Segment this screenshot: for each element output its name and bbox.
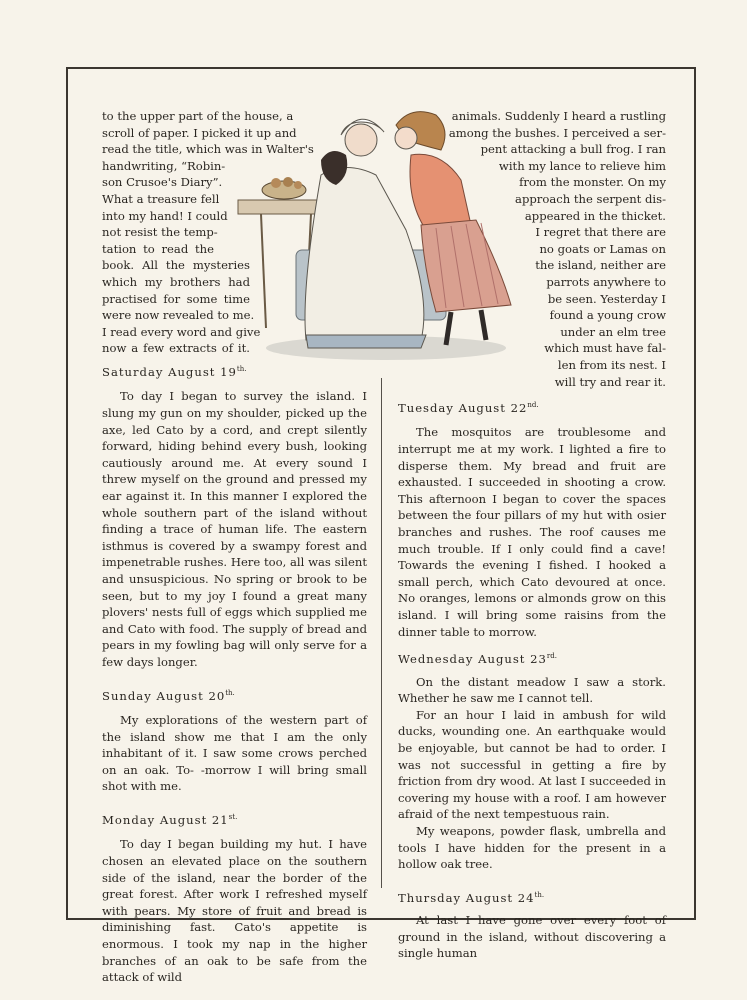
intro-line: to the upper part of the house, a: [102, 109, 294, 123]
intro-line: with my lance to relieve him: [498, 158, 666, 173]
intro-line: practised for some time: [102, 291, 250, 306]
intro-line: pent attacking a bull frog. I ran: [480, 142, 666, 157]
intro-line: which must have fal-: [544, 341, 666, 356]
entry-body-wednesday-1: On the distant meadow I saw a stork. Whether he saw me I cannot tell.: [398, 674, 666, 706]
intro-line: the island, neither are: [535, 258, 666, 273]
intro-line: into my hand! I could: [102, 208, 228, 223]
intro-line: animals. Suddenly I heard a rustling: [451, 109, 666, 123]
entry-body-sunday: My explorations of the western part of the island show me that I am the only inhabitant of it. I saw some crows perched on an oak. To- -morrow I will bring small shot with me.: [102, 713, 367, 794]
entry-body-tuesday: The mosquitos are troublesome and interrupt me at my work. I lighted a fire to disperse them. My bread and fruit are exhausted. I succeeded in shooting a crow. This afternoon I began to cover the spaces between the four pillars of my hut with osier branches and rushes. The roof causes me much trouble. If I only could find a cave! Towards the evening I fished. I hooked a small perch, which Cato devoured at once. No oranges, lemons or almonds grow on this island. I will bring some raisins from the dinner table to morrow.: [398, 425, 666, 639]
intro-line: I regret that there are: [535, 225, 666, 240]
entry-heading-monday: Monday August $21^{st.}$: [102, 812, 238, 827]
entry-body-wednesday-2: For an hour I laid in ambush for wild ducks, wounding one. An earthquake would be enjoyable, but cannot be had to order. I was not successful in getting a fire by friction from dry wood. At last I succeeded in covering my house with a roof. I am however afraid of the next tempestuous rain.: [398, 707, 666, 822]
column-divider: [381, 378, 382, 888]
intro-line: not resist the temp-: [102, 225, 218, 240]
entry-heading-sunday: Sunday August $20^{th.}$: [102, 688, 235, 703]
intro-line: book. All the mysteries: [102, 258, 250, 273]
intro-line: tation to read the: [102, 241, 214, 256]
left-column: [102, 361, 367, 986]
intro-line: now a few extracts of it.: [102, 341, 250, 356]
entry-heading-saturday: Saturday August $19^{th.}$: [102, 364, 247, 379]
intro-line: What a treasure fell: [102, 191, 220, 206]
intro-line: among the bushes. I perceived a ser-: [448, 125, 666, 140]
intro-left-column: [102, 108, 314, 357]
entry-heading-tuesday: Tuesday August $22^{nd.}$: [398, 400, 539, 415]
intro-right-column: [420, 108, 666, 390]
intro-line: len from its nest. I: [557, 357, 666, 372]
right-column: [398, 397, 666, 962]
entry-body-thursday: At last I have gone over every foot of ground in the island, without discovering a single human: [398, 913, 666, 961]
intro-line: read the title, which was in Walter's: [102, 142, 314, 157]
intro-line: under an elm tree: [560, 324, 666, 339]
intro-line: appeared in the thicket.: [524, 208, 666, 223]
intro-line: will try and rear it.: [554, 374, 666, 389]
intro-line: no goats or Lamas on: [539, 241, 666, 256]
intro-line: were now revealed to me.: [102, 308, 255, 323]
entry-body-saturday: To day I began to survey the island. I slung my gun on my shoulder, picked up the axe, led Cato by a cord, and crept silently forward, hiding behind every bush, looking cautiously around me. At every sound I threw myself on the ground and pressed my ear against it. In this manner I explored the whole southern part of the island without finding a trace of human life. The eastern isthmus is covered by a swampy forest and impenetrable rushes. Here too, all was silent and unsuspicious. No spring or brook to be seen, but to my joy I found a great many plovers' nests full of eggs which supplied me and Cato with food. The supply of bread and pears in my fowling bag will only serve for a few days longer.: [102, 389, 367, 669]
intro-line: approach the serpent dis-: [515, 191, 666, 206]
intro-line: handwriting, “Robin-: [102, 158, 226, 173]
entry-body-wednesday-3: My weapons, powder flask, umbrella and tools I have hidden for the present in a hollow oak tree.: [398, 823, 666, 872]
entry-heading-thursday: Thursday August $24^{th.}$: [398, 890, 545, 905]
entry-body-monday: To day I began building my hut. I have chosen an elevated place on the southern side of the island, near the border of the great forest. After work I refreshed myself with pears. My store of fruit and bread is diminishing fast. Cato's appetite is enormous. I took my nap in the higher branches of an oak to be safe from the attack of wild: [102, 837, 367, 985]
intro-line: son Crusoe's Diary”.: [102, 175, 223, 190]
intro-line: scroll of paper. I picked it up and: [102, 125, 297, 140]
intro-line: be seen. Yesterday I: [547, 291, 666, 306]
intro-line: parrots anywhere to: [546, 274, 666, 289]
intro-line: I read every word and give: [102, 324, 261, 339]
entry-heading-wednesday: Wednesday August $23^{rd.}$: [398, 652, 557, 667]
intro-line: which my brothers had: [102, 274, 250, 289]
intro-line: found a young crow: [549, 308, 666, 323]
intro-line: from the monster. On my: [519, 175, 666, 190]
